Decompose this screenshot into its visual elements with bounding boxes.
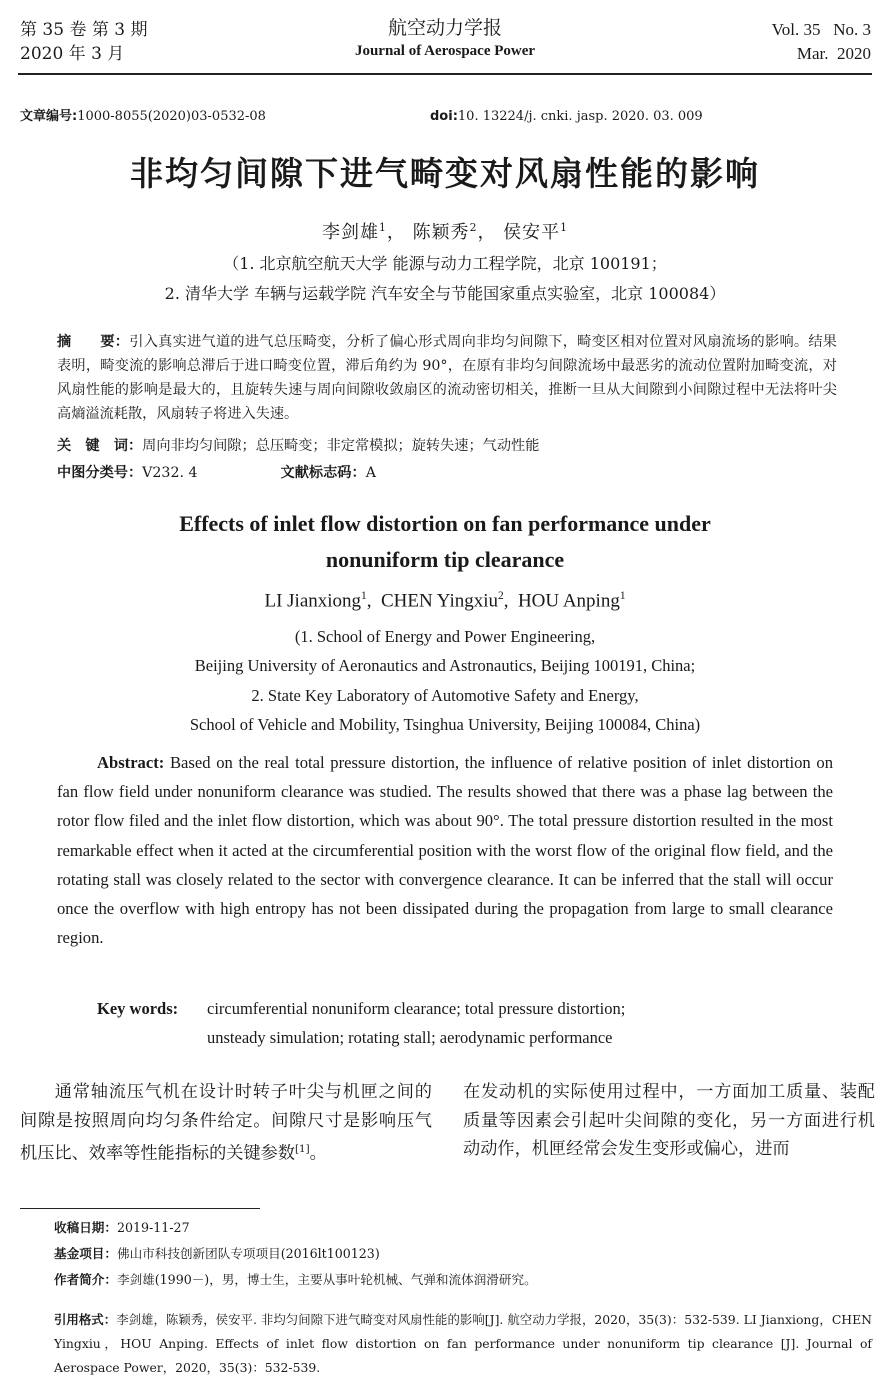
fund-value: 佛山市科技创新团队专项项目(2016lt100123)	[116, 1246, 380, 1261]
author-bio-label: 作者简介：	[54, 1272, 117, 1287]
body-column-right	[463, 1078, 875, 1164]
affiliation-en-2: Beijing University of Aeronautics and Astronautics, Beijing 100191, China;	[194, 656, 696, 675]
keywords-en-line2: unsteady simulation; rotating stall; aerodynamic performance	[207, 1028, 613, 1047]
date-en: Mar. 2020	[796, 44, 871, 63]
author-en-sup: 2	[498, 590, 504, 602]
doc-code-label: 文献标志码：	[280, 465, 366, 481]
keywords-en	[97, 994, 626, 1047]
citation-format	[54, 1308, 872, 1380]
author-cn: 侯安平	[503, 222, 561, 243]
abstract-cn-text: 引入真实进气道的进气总压畸变，分析了偏心形式周向非均匀间隙下，畸变区相对位置对风扇流场的影响。结果表明，畸变流的影响总滞后于进口畸变位置，滞后角约为 90°，在原有非均匀间隙流场中最恶劣的流动位置附加畸变流，对风扇性能的影响是最大的，且旋转失速与周向间隙收敛扇区的流动密切相关，推断一旦从大间隙到小间隙过程中无法将叶尖高熵溢流耗散，风扇转子将进入失速。	[57, 334, 837, 422]
author-bio-value: 李剑雄(1990－)，男，博士生，主要从事叶轮机械、气弹和流体润滑研究。	[116, 1272, 537, 1287]
article-number-label: 文章编号:	[20, 109, 78, 124]
author-cn-sup: 2	[469, 221, 478, 234]
clc-value: V232. 4	[142, 465, 198, 481]
citation-label: 引用格式：	[54, 1312, 117, 1327]
body-right-text: 在发动机的实际使用过程中，一方面加工质量、装配质量等因素会引起叶尖间隙的变化，另一方面进行机动动作，机匣经常会发生变形或偏心，进而	[463, 1082, 875, 1159]
abstract-cn-label: 摘 要：	[57, 334, 130, 350]
journal-name	[0, 16, 890, 62]
header-rule	[18, 73, 872, 75]
body-left-text: 通常轴流压气机在设计时转子叶尖与机匣之间的间隙是按照周向均匀条件给定。间隙尺寸是影响压气机压比、效率等性能指标的关键参数	[20, 1082, 432, 1164]
citation-value: 李剑雄，陈颖秀，侯安平. 非均匀间隙下进气畸变对风扇性能的影响[J]. 航空动力学报，2020，35(3)：532-539. LI Jianxiong，CHEN Yingxiu，HOU Anping. Effects of inlet flow distortion on fan performance under nonuniform tip clearance [J]. Journal of Aerospace Power，2020，35(3)：532-539.	[54, 1312, 872, 1375]
doi-value: 10. 13224/j. cnki. jasp. 2020. 03. 009	[457, 109, 703, 124]
affiliation-en-3: 2. State Key Laboratory of Automotive Safety and Energy,	[251, 686, 639, 705]
keywords-cn-label: 关 键 词：	[57, 438, 143, 454]
authors-cn: 李剑雄$^1$， 陈颖秀$^2$， 侯安平$^1$	[321, 221, 569, 243]
keywords-en-items	[207, 994, 767, 1052]
volume-issue-cn: 第 35 卷 第 3 期	[20, 20, 148, 40]
affiliation-cn-1: （1. 北京航空航天大学 能源与动力工程学院，北京 100191；	[223, 254, 667, 273]
received-date	[54, 1216, 872, 1240]
title-en-line1: Effects of inlet flow distortion on fan performance under	[179, 511, 711, 536]
doi-label: doi:	[430, 109, 458, 124]
received-value: 2019-11-27	[116, 1220, 190, 1235]
received-label: 收稿日期：	[54, 1220, 117, 1235]
date-cn: 2020 年 3 月	[20, 44, 125, 64]
fund-label: 基金项目：	[54, 1246, 117, 1261]
issue-info-en	[772, 18, 871, 66]
title-en-line2: nonuniform tip clearance	[325, 547, 565, 572]
article-number	[20, 108, 266, 126]
affiliation-en-1: (1. School of Energy and Power Engineering,	[294, 627, 596, 646]
author-cn-sup: 1	[560, 221, 569, 234]
journal-name-en: Journal of Aerospace Power	[354, 43, 536, 59]
body-column-left	[20, 1078, 432, 1168]
volume-issue-en: Vol. 35 No. 3	[771, 20, 871, 39]
footnote-rule	[20, 1208, 260, 1209]
classification	[57, 461, 837, 485]
fund-project	[54, 1242, 872, 1266]
author-bio	[54, 1268, 872, 1292]
authors-en: LI Jianxiong$^1$, CHEN Yingxiu$^2$, HOU Anping$^1$	[264, 590, 626, 612]
author-en-sup: 1	[361, 590, 367, 602]
abstract-en-label: Abstract:	[97, 753, 165, 772]
abstract-en-text: Based on the real total pressure distortion, the influence of relative position of inlet distortion on fan flow field under nonuniform clearance was studied. The results showed that there was a phase lag between the rotor flow filed and the inlet flow distortion, which was about 90°. The total pressure distortion resulted in the most remarkable effect when it acted at the circumferential position with the worst flow of the original flow field, and the rotating stall was closely related to the sector with convergence clearance. It can be inferred that the stall will occur once the overflow with high entropy has not been dissipated during the propagation from large to small clearance region.	[57, 753, 833, 948]
keywords-en-line1: circumferential nonuniform clearance; total pressure distortion;	[207, 999, 626, 1018]
article-number-value: 1000-8055(2020)03-0532-08	[77, 109, 266, 124]
keywords-cn	[57, 434, 837, 458]
author-en: HOU Anping	[517, 590, 620, 612]
author-en-sup: 1	[619, 590, 626, 602]
journal-name-cn: 航空动力学报	[387, 17, 502, 39]
citation-ref: [1]	[295, 1143, 310, 1155]
keywords-en-label: Key words:	[97, 999, 179, 1018]
abstract-en	[57, 748, 833, 952]
author-cn-sup: 1	[378, 221, 387, 234]
body-left-end: 。	[309, 1143, 327, 1164]
title-en	[0, 506, 890, 578]
author-cn: 李剑雄	[321, 222, 379, 243]
affiliation-en-4: School of Vehicle and Mobility, Tsinghua University, Beijing 100084, China)	[189, 715, 701, 734]
doi	[430, 108, 703, 126]
clc-label: 中图分类号：	[57, 465, 143, 481]
doc-code-value: A	[365, 465, 376, 481]
affiliation-cn-2: 2. 清华大学 车辆与运载学院 汽车安全与节能国家重点实验室，北京 100084）	[164, 284, 726, 303]
abstract-cn	[57, 330, 837, 426]
keywords-cn-text: 周向非均匀间隙；总压畸变；非定常模拟；旋转失速；气动性能	[142, 438, 540, 454]
title-cn: 非均匀间隙下进气畸变对风扇性能的影响	[130, 154, 760, 193]
author-en: LI Jianxiong	[264, 590, 362, 612]
author-cn: 陈颖秀	[412, 222, 470, 243]
author-en: CHEN Yingxiu	[381, 590, 498, 612]
